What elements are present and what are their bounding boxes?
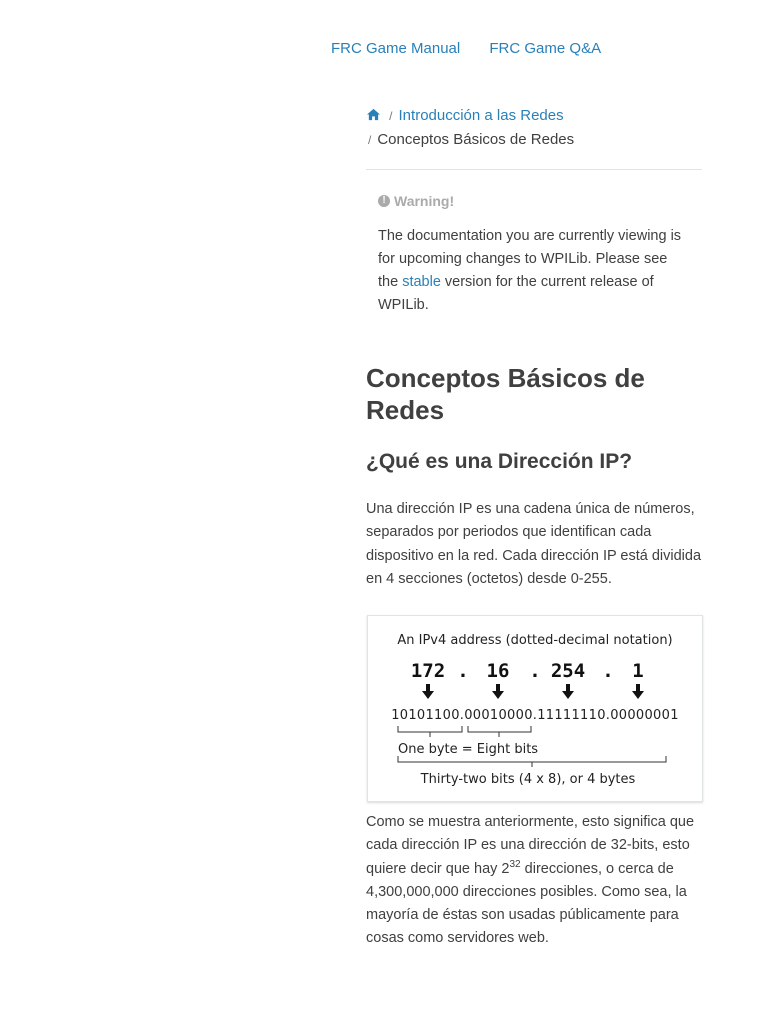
warning-body [378, 225, 690, 317]
warning-title-text: Warning! [394, 193, 455, 209]
breadcrumb-current: Conceptos Básicos de Redes [377, 131, 575, 148]
paragraph-text: Como se muestra anteriormente, esto significa que cada dirección IP es una dirección de 32-bits, esto quiere decir que hay 2 [366, 814, 695, 877]
frc-game-qa-link[interactable]: FRC Game Q&A [489, 40, 602, 57]
paragraph-text: direcciones, o cerca de 4,300,000,000 direcciones posibles. Como sea, la mayoría de éstas son usadas públicamente para cosas como servidores web. [366, 860, 687, 947]
dot: . [529, 660, 541, 682]
ipv4-diagram [367, 615, 703, 802]
dot: . [602, 660, 614, 682]
octet-3: 254 [550, 660, 586, 682]
octet-2: 16 [486, 660, 510, 682]
dot: . [457, 660, 469, 682]
superscript: 32 [509, 858, 521, 870]
home-link[interactable] [366, 107, 385, 124]
breadcrumb-separator: / [389, 109, 393, 123]
top-navigation [331, 40, 626, 57]
binary-address: 10101100.00010000.11111110.00000001 [391, 708, 679, 723]
diagram-caption: An IPv4 address (dotted-decimal notation) [397, 633, 673, 648]
home-icon [366, 108, 381, 121]
exclamation-circle-icon: ! [378, 195, 390, 207]
paragraph-ip-definition: Una dirección IP es una cadena única de números, separados por periodos que identifican cada dispositivo en la red. Cada dirección IP está dividida en 4 secciones (octetos) desde 0-255. [366, 501, 702, 587]
warning-admonition [366, 193, 702, 317]
down-arrow-icons [422, 684, 644, 699]
byte-label: One byte = Eight bits [398, 742, 539, 757]
breadcrumb-parent-link[interactable]: Introducción a las Redes [398, 107, 564, 124]
stable-link[interactable]: stable [402, 274, 441, 290]
octet-4: 1 [632, 660, 644, 682]
warning-text: version for the current release of WPILib. [378, 274, 654, 313]
breadcrumb-separator: / [368, 133, 372, 147]
page-title: Conceptos Básicos de Redes [366, 363, 645, 425]
warning-text: The documentation you are currently viewing is for upcoming changes to WPILib. Please see the [378, 228, 682, 290]
divider [366, 169, 702, 170]
total-bits-label: Thirty-two bits (4 x 8), or 4 bytes [420, 772, 636, 787]
paragraph-address-count [366, 811, 706, 951]
octet-1: 172 [410, 660, 446, 682]
warning-title [378, 193, 690, 209]
breadcrumb [366, 104, 702, 152]
frc-game-manual-link[interactable]: FRC Game Manual [331, 40, 461, 57]
section-title: ¿Qué es una Dirección IP? [366, 450, 633, 473]
